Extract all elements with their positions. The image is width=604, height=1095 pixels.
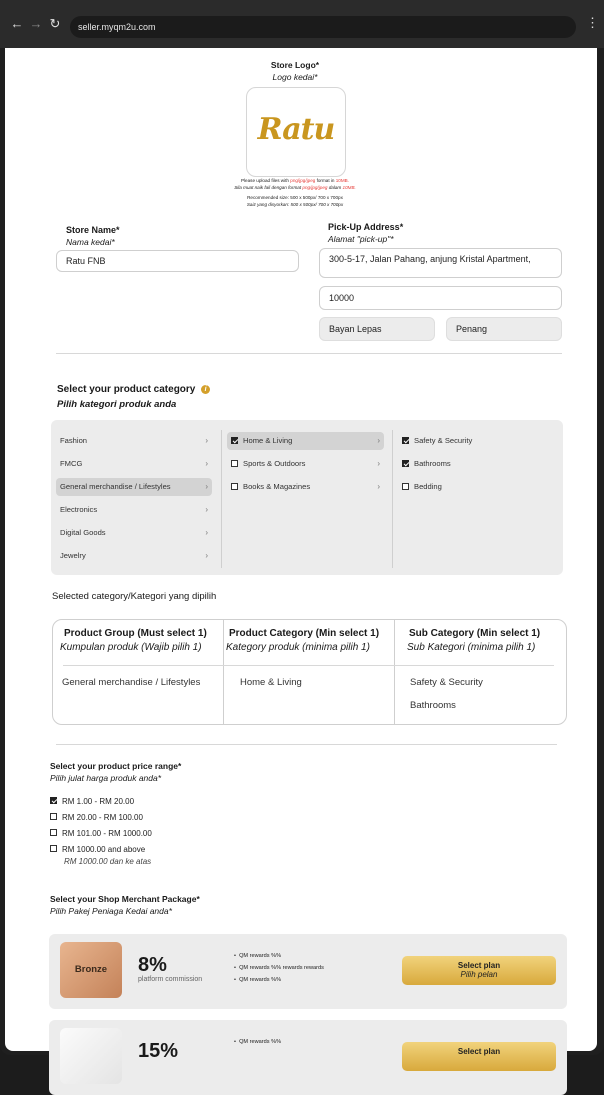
store-logo-title: Store Logo* (270, 60, 320, 70)
bronze-badge: Bronze (60, 942, 122, 998)
select-plan-sublabel: Pilih pelan (460, 970, 498, 979)
col-header-subcategory: Sub Category (Min select 1) (409, 628, 541, 639)
checkbox[interactable] (50, 813, 57, 820)
package-card-bronze[interactable] (49, 934, 567, 1009)
benefit-item: • QM rewards %% (234, 953, 282, 959)
reload-icon[interactable]: ↻ (49, 16, 61, 31)
package-card-silver[interactable] (49, 1020, 567, 1095)
group-item-fmcg[interactable]: FMCG › (56, 455, 212, 473)
category-item-books-magazines[interactable]: Books & Magazines › (227, 478, 384, 496)
group-item-digital-goods[interactable]: Digital Goods › (56, 524, 212, 542)
select-plan-label: Select plan (457, 1047, 501, 1056)
selected-category-title: Selected category/Kategori yang dipilih (52, 591, 217, 602)
header-divider (394, 665, 554, 666)
benefit-item: • QM rewards %% rewards rewards (234, 965, 324, 971)
column-divider (392, 430, 393, 568)
selected-category-table (52, 619, 567, 725)
benefit-item: • QM rewards %% (234, 977, 282, 983)
checkbox[interactable] (231, 437, 238, 444)
selected-subcategory-value: Bathrooms (410, 700, 456, 711)
recommended-size-ms: Saiz yang disyorkan: 500 x 500px/ 700 x 700px (246, 202, 344, 207)
category-subtitle: Pilih kategori produk anda (57, 399, 177, 410)
col-subheader-category: Kategory produk (minima pilih 1) (226, 642, 370, 653)
price-range-title: Select your product price range* (50, 761, 182, 771)
checkbox[interactable] (231, 483, 238, 490)
category-title: Select your product category i (57, 384, 210, 395)
upload-help-ms: Sila muat naik fail dengan format png/jpg/jpeg dalam 10MB. (234, 185, 356, 190)
header-divider (223, 665, 394, 666)
subcategory-item-bedding[interactable]: Bedding (400, 478, 555, 496)
package-subtitle: Pilih Pakej Peniaga Kedai anda* (50, 906, 172, 916)
checkbox[interactable] (50, 829, 57, 836)
group-item-jewelry[interactable]: Jewelry › (56, 547, 212, 565)
forward-arrow-icon[interactable]: → (29, 16, 43, 31)
category-picker (51, 420, 563, 575)
logo-upload-box[interactable] (246, 87, 346, 177)
column-divider (223, 620, 224, 724)
pickup-address-sublabel: Alamat "pick-up"* (328, 234, 394, 244)
subcategory-item-safety-security[interactable]: Safety & Security (400, 432, 555, 450)
store-name-label: Store Name* (66, 225, 120, 235)
col-subheader-group: Kumpulan produk (Wajib pilih 1) (60, 642, 202, 653)
selected-group-value: General merchandise / Lifestyles (62, 677, 201, 688)
chevron-right-icon: › (205, 505, 208, 514)
col-subheader-subcategory: Sub Kategori (minima pilih 1) (407, 642, 536, 653)
col-header-group: Product Group (Must select 1) (64, 628, 207, 639)
address-input[interactable]: 300-5-17, Jalan Pahang, anjung Kristal Apartment, (319, 248, 562, 278)
page-content (5, 48, 597, 1062)
select-plan-label: Select plan (457, 961, 501, 970)
chevron-right-icon: › (205, 551, 208, 560)
divider (56, 744, 557, 745)
chevron-right-icon: › (205, 436, 208, 445)
commission-label: platform commission (138, 976, 203, 983)
group-item-fashion[interactable]: Fashion › (56, 432, 212, 450)
more-menu-icon[interactable]: ⋮ (586, 15, 599, 30)
select-plan-button[interactable] (402, 956, 556, 985)
category-item-home-living[interactable]: Home & Living › (227, 432, 384, 450)
ratu-logo: Ratu (257, 112, 335, 147)
chevron-right-icon: › (205, 482, 208, 491)
recommended-size: Recommended size: 500 x 500px/ 700 x 700px (247, 195, 343, 200)
category-item-sports-outdoors[interactable]: Sports & Outdoors › (227, 455, 384, 473)
select-plan-button[interactable] (402, 1042, 556, 1071)
chevron-right-icon: › (205, 459, 208, 468)
price-option[interactable]: RM 1.00 - RM 20.00 (50, 797, 134, 806)
store-name-input[interactable]: Ratu FNB (56, 250, 299, 272)
price-range-subtitle: Pilih julat harga produk anda* (50, 773, 162, 783)
checkbox[interactable] (50, 845, 57, 852)
pickup-address-label: Pick-Up Address* (328, 222, 404, 232)
subcategory-item-bathrooms[interactable]: Bathrooms (400, 455, 555, 473)
col-header-category: Product Category (Min select 1) (229, 628, 380, 639)
back-arrow-icon[interactable]: ← (10, 16, 24, 31)
column-divider (394, 620, 395, 724)
chevron-right-icon: › (377, 482, 380, 491)
postcode-input[interactable]: 10000 (319, 286, 562, 310)
address-bar[interactable]: seller.myqm2u.com (70, 16, 576, 38)
checkbox[interactable] (402, 483, 409, 490)
city-input[interactable]: Bayan Lepas (319, 317, 435, 341)
silver-badge (60, 1028, 122, 1084)
price-option-note: RM 1000.00 dan ke atas (64, 857, 152, 866)
store-name-sublabel: Nama kedai* (66, 237, 115, 247)
commission-percent: 8% (138, 954, 167, 976)
store-logo-subtitle: Logo kedai* (272, 72, 318, 82)
browser-toolbar (0, 0, 604, 48)
state-input[interactable]: Penang (446, 317, 562, 341)
selected-subcategory-value: Safety & Security (410, 677, 483, 688)
group-item-electronics[interactable]: Electronics › (56, 501, 212, 519)
package-title: Select your Shop Merchant Package* (50, 894, 200, 904)
chevron-right-icon: › (377, 459, 380, 468)
checkbox[interactable] (231, 460, 238, 467)
checkbox[interactable] (50, 797, 57, 804)
chevron-right-icon: › (377, 436, 380, 445)
upload-help-en: Please upload files with png/jpg/jpeg format in 10MB. (240, 178, 350, 183)
divider (56, 353, 562, 354)
checkbox[interactable] (402, 437, 409, 444)
commission-percent: 15% (138, 1040, 179, 1062)
benefit-item: • QM rewards %% (234, 1039, 282, 1045)
group-item-general-merchandise[interactable]: General merchandise / Lifestyles › (56, 478, 212, 496)
checkbox[interactable] (402, 460, 409, 467)
chevron-right-icon: › (205, 528, 208, 537)
price-option[interactable]: RM 20.00 - RM 100.00 (50, 813, 143, 822)
info-icon[interactable]: i (201, 385, 210, 394)
header-divider (63, 665, 228, 666)
price-option[interactable]: RM 1000.00 and above (50, 845, 145, 854)
column-divider (221, 430, 222, 568)
selected-category-value: Home & Living (240, 677, 302, 688)
price-option[interactable]: RM 101.00 - RM 1000.00 (50, 829, 152, 838)
